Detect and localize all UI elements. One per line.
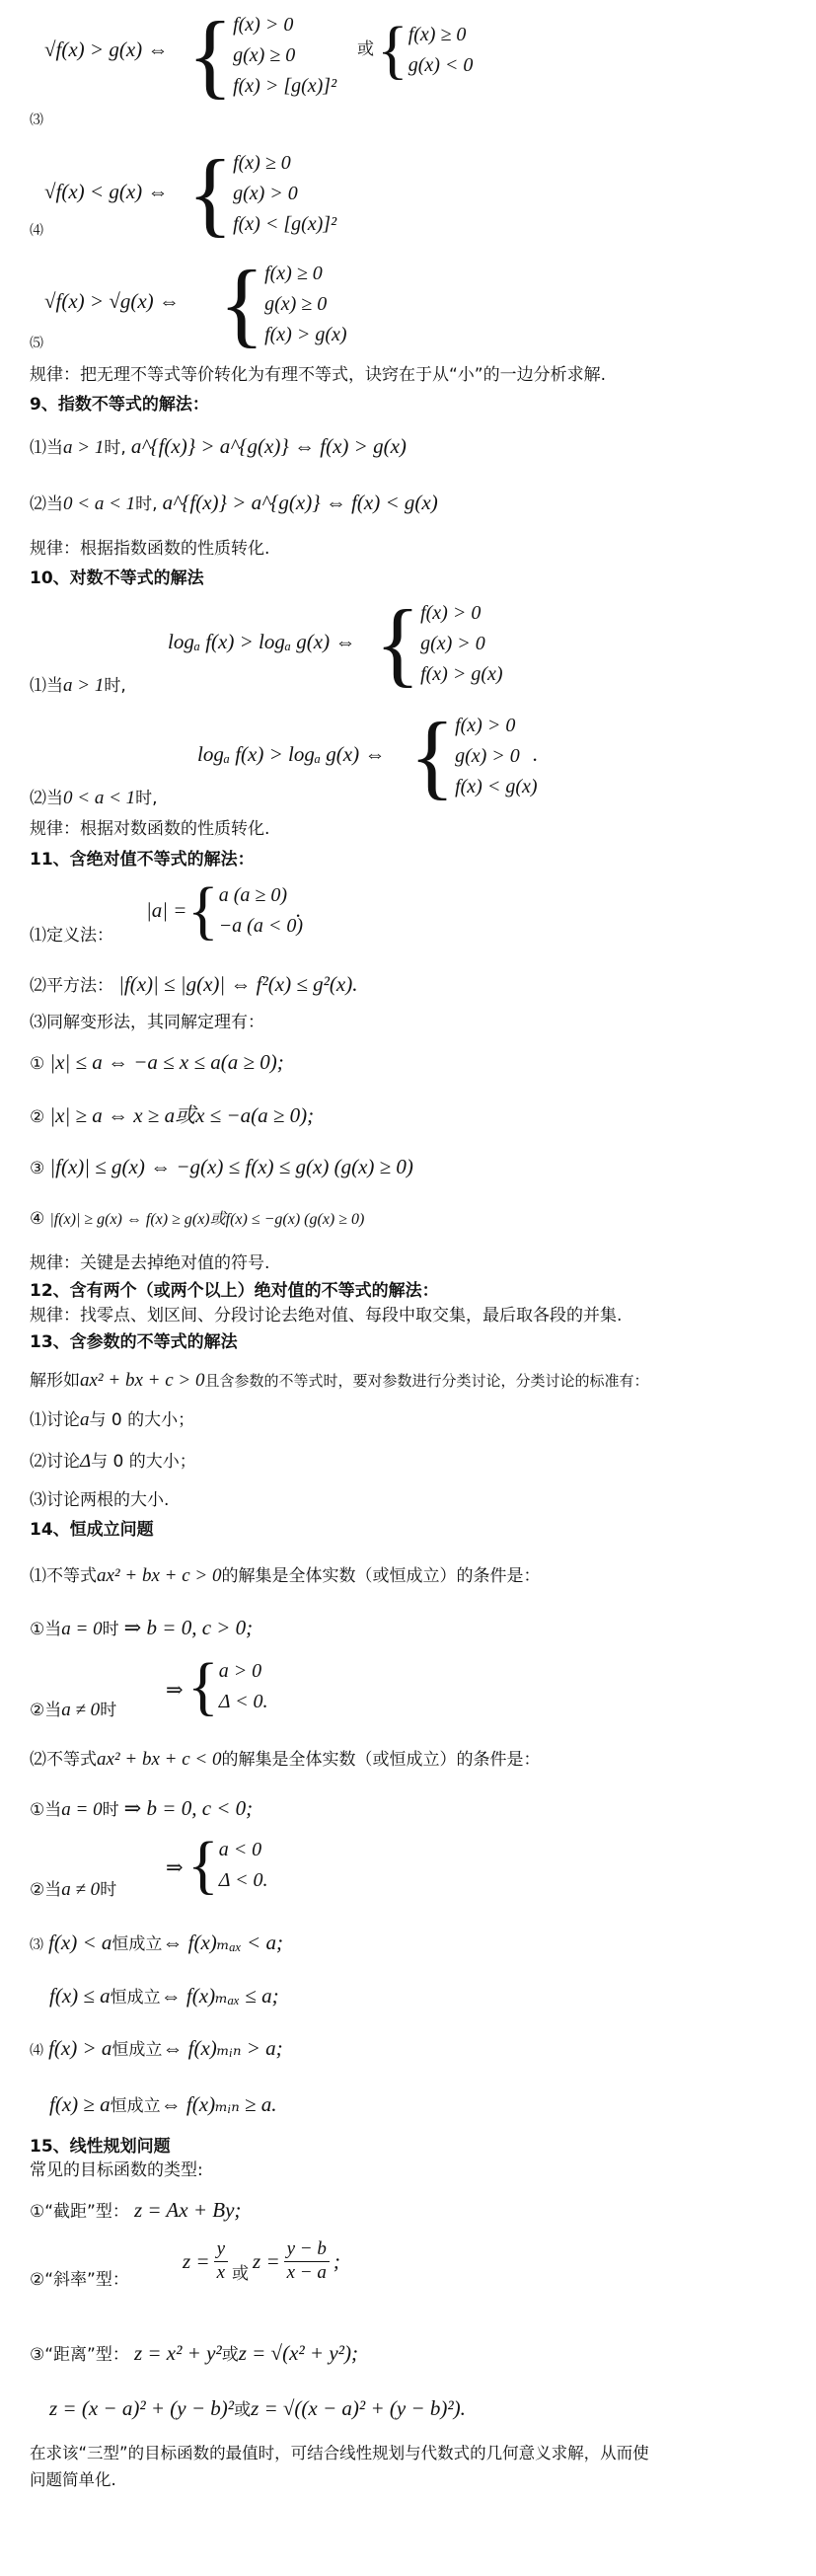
label: 且含参数的不等式时，要对参数进行分类讨论，分类讨论的标准有： <box>204 1372 649 1390</box>
s15-type-3b <box>49 2396 466 2421</box>
case-row: −a (a < 0) <box>218 915 303 937</box>
s14-p2b-cond <box>30 1879 116 1902</box>
case-row: g(x) > 0 <box>420 632 485 654</box>
formula: f(x) ≥ a <box>49 2092 111 2116</box>
condition: a ≠ 0 <box>61 1879 101 1900</box>
s13-discuss-1 <box>30 1409 194 1432</box>
s14-p2b-arrow: ⇒ <box>166 1856 184 1879</box>
item4-case: { f(x) ≥ 0 g(x) > 0 f(x) < [g(x)]² <box>187 140 337 246</box>
label: 的解集是全体实数（或恒成立）的条件是： <box>221 1750 541 1770</box>
numerator: y − b <box>284 2238 330 2262</box>
section-15-title: 15、线性规划问题 <box>30 2137 171 2157</box>
label: ① <box>30 1054 45 1074</box>
label: ⑵当 <box>30 494 63 514</box>
case-row: a < 0 <box>218 1839 262 1860</box>
item5-lhs: √f(x) > √g(x) ⇔ <box>44 289 180 313</box>
label: ③ <box>30 1159 45 1178</box>
s14-p1b-cond <box>30 1700 116 1722</box>
s15-type-2-label: ②“斜率”型： <box>30 2270 129 2290</box>
label: 时 <box>102 1620 119 1639</box>
s10-item2-case: { f(x) > 0 g(x) > 0 f(x) < g(x) <box>409 703 538 808</box>
case-row: f(x) > 0 <box>420 601 482 624</box>
formula: z = √((x − a)² + (y − b)²). <box>251 2396 466 2420</box>
label: 时, <box>135 494 158 514</box>
formula: z = (x − a)² + (y − b)² <box>49 2396 235 2420</box>
case-row: f(x) ≥ 0 <box>233 151 291 174</box>
rule-11: 规律：关键是去掉绝对值的符号. <box>30 1253 270 1273</box>
section-10-title: 10、对数不等式的解法 <box>30 568 204 588</box>
s15-closing-1: 在求该“三型”的目标函数的最值时，可结合线性规划与代数式的几何意义求解，从而使 <box>30 2444 649 2462</box>
label: ①“截距”型： <box>30 2202 129 2222</box>
formula: |f(x)| ≤ |g(x)| ⇔ f²(x) ≤ g²(x). <box>118 972 358 996</box>
rule-9: 规律：根据指数函数的性质转化. <box>30 539 270 559</box>
label: 时, <box>135 789 158 808</box>
theorem-1 <box>30 1050 284 1075</box>
case-row: a > 0 <box>218 1660 262 1682</box>
case-row: f(x) > 0 <box>233 13 294 36</box>
label: ⑵当 <box>30 789 63 808</box>
label: 时 <box>100 1880 117 1900</box>
label: ⑶ <box>30 1937 43 1953</box>
s10-item1-case: { f(x) > 0 g(x) > 0 f(x) > g(x) <box>375 590 503 696</box>
case-row: g(x) ≥ 0 <box>233 43 296 66</box>
formula: ⇒ b = 0, c > 0; <box>123 1616 254 1639</box>
formula: f(x) < a <box>48 1931 112 1954</box>
case-row: f(x) < [g(x)]² <box>233 212 337 235</box>
s15-intro: 常见的目标函数的类型: <box>30 2160 203 2180</box>
formula: ⇔ f(x)ₘₐₓ < a; <box>162 1931 283 1954</box>
formula: ax² + bx + c > 0 <box>97 1565 222 1586</box>
s15-type-1 <box>30 2198 241 2223</box>
theorem-4 <box>30 1209 364 1229</box>
s14-p1 <box>30 1565 540 1588</box>
formula: |x| ≤ a ⇔ −a ≤ x ≤ a(a ≥ 0); <box>49 1050 284 1074</box>
formula: z = x² + y² <box>133 2341 222 2365</box>
item3-case1: { f(x) > 0 g(x) ≥ 0 f(x) > [g(x)]² <box>187 2 337 108</box>
theorem-3 <box>30 1155 413 1179</box>
label: ②当 <box>30 1880 62 1900</box>
formula: a <box>80 1409 90 1430</box>
label: 与 0 的大小； <box>89 1410 195 1430</box>
formula: ax² + bx + c > 0 <box>80 1370 205 1391</box>
condition: a = 0 <box>61 1799 103 1820</box>
label: ⑴不等式 <box>30 1566 97 1586</box>
label: 恒成立 <box>111 2040 163 2060</box>
label: ⑵平方法： <box>30 976 113 996</box>
s14-p3b <box>49 1984 279 2008</box>
label: ①当 <box>30 1620 62 1639</box>
case-row: g(x) > 0 <box>455 744 520 767</box>
s10-item2-cond <box>30 788 158 810</box>
condition: a = 0 <box>61 1619 103 1639</box>
formula: a^{f(x)} > a^{g(x)} ⇔ f(x) > g(x) <box>130 434 407 458</box>
s15-type-3 <box>30 2341 358 2366</box>
label: 与 0 的大小； <box>91 1452 196 1472</box>
rule-12: 规律：找零点、划区间、分段讨论去绝对值、每段中取交集，最后取各段的并集. <box>30 1306 623 1326</box>
formula: ⇒ b = 0, c < 0; <box>123 1796 254 1820</box>
s15-closing-2: 问题简单化. <box>30 2470 116 2489</box>
label: 时 <box>102 1800 119 1820</box>
s10-item1-lhs: logₐ f(x) > logₐ g(x) ⇔ <box>168 630 356 653</box>
formula: z = √(x² + y²); <box>238 2341 358 2365</box>
condition: a > 1 <box>63 675 105 696</box>
s13-intro <box>30 1370 648 1393</box>
item4-lhs: √f(x) < g(x) ⇔ <box>44 180 169 203</box>
s14-p4b <box>49 2092 277 2117</box>
formula: z = Ax + By; <box>133 2198 242 2222</box>
label: 恒成立 <box>111 1934 163 1954</box>
case-row: f(x) ≥ 0 <box>408 24 467 45</box>
abs-def-dot: . <box>296 898 302 922</box>
label: ② <box>30 1107 45 1127</box>
or-word: 或 <box>234 2400 252 2420</box>
label: 的解集是全体实数（或恒成立）的条件是： <box>221 1566 541 1586</box>
formula: |f(x)| ≥ g(x) ⇔ f(x) ≥ g(x)或f(x) ≤ −g(x) (g(x) ≥ 0) <box>49 1211 365 1228</box>
denominator: x <box>216 2261 226 2283</box>
theorem-2 <box>30 1103 314 1128</box>
formula: ⇔ f(x)ₘₐₓ ≤ a; <box>160 1984 279 2008</box>
formula: f(x) ≤ a <box>49 1984 111 2008</box>
case-row: f(x) > [g(x)]² <box>233 74 337 97</box>
label: ②当 <box>30 1701 62 1720</box>
formula: |x| ≥ a ⇔ x ≥ a或x ≤ −a(a ≥ 0); <box>49 1103 315 1127</box>
s10-item2-lhs: logₐ f(x) > logₐ g(x) ⇔ <box>197 742 386 766</box>
rule-10: 规律：根据对数函数的性质转化. <box>30 819 270 839</box>
s13-discuss-3: ⑶讨论两根的大小. <box>30 1490 170 1510</box>
s14-p2 <box>30 1749 540 1772</box>
or-word: 或 <box>221 2345 239 2365</box>
item4-number: ⑷ <box>30 223 43 239</box>
section-13-title: 13、含参数的不等式的解法 <box>30 1332 238 1352</box>
label: 解形如 <box>30 1371 80 1391</box>
label: ⑴当 <box>30 438 63 458</box>
s14-p2a <box>30 1796 253 1822</box>
numerator: y <box>214 2238 228 2262</box>
condition: a > 1 <box>63 437 105 458</box>
s14-p1b-case: { a > 0 Δ < 0. <box>187 1650 268 1722</box>
label: 恒成立 <box>110 1988 161 2008</box>
formula: ⇔ f(x)ₘᵢₙ ≥ a. <box>160 2092 277 2116</box>
label: ⑷ <box>30 2043 43 2059</box>
rule-8: 规律：把无理不等式等价转化为有理不等式，诀窍在于从“小”的一边分析求解. <box>30 365 607 385</box>
item3-lhs: √f(x) > g(x) ⇔ <box>44 38 169 61</box>
s14-p2b-case: { a < 0 Δ < 0. <box>187 1829 268 1901</box>
section-12-title: 12、含有两个（或两个以上）绝对值的不等式的解法： <box>30 1281 439 1301</box>
item3-number: ⑶ <box>30 113 43 128</box>
formula: ; <box>333 2248 340 2273</box>
label: ⑵讨论 <box>30 1452 80 1472</box>
label: ⑴讨论 <box>30 1410 80 1430</box>
condition: 0 < a < 1 <box>63 493 136 514</box>
case-row: f(x) > 0 <box>455 714 516 736</box>
abs-def-case: { a (a ≥ 0) −a (a < 0) <box>187 874 303 947</box>
label: ③“距离”型： <box>30 2345 129 2365</box>
s14-p1b-arrow: ⇒ <box>166 1678 184 1702</box>
denominator: x − a <box>286 2261 327 2283</box>
label: ⑴当 <box>30 676 63 696</box>
label: ①当 <box>30 1800 62 1820</box>
case-row: f(x) < g(x) <box>455 775 538 797</box>
label: 时 <box>100 1701 117 1720</box>
fraction <box>284 2238 330 2285</box>
case-row: g(x) < 0 <box>408 54 474 76</box>
section-14-title: 14、恒成立问题 <box>30 1520 154 1540</box>
s10-item1-cond <box>30 675 126 698</box>
formula: |f(x)| ≤ g(x) ⇔ −g(x) ≤ f(x) ≤ g(x) (g(x) ≥ 0) <box>49 1155 413 1178</box>
or-word: 或 <box>232 2264 250 2285</box>
case-row: f(x) > g(x) <box>264 323 347 345</box>
s15-type-2-formula <box>183 2238 340 2285</box>
s10-dot: . <box>533 742 539 766</box>
case-row: Δ < 0. <box>218 1869 268 1891</box>
s14-p4 <box>30 2036 283 2061</box>
formula: z = <box>253 2248 280 2273</box>
s14-p3 <box>30 1931 283 1955</box>
square-method <box>30 972 357 997</box>
or-word: 或 <box>357 39 374 59</box>
fraction <box>214 2238 228 2285</box>
formula: f(x) > a <box>48 2036 112 2060</box>
label: 时, <box>104 438 126 458</box>
case-row: f(x) > g(x) <box>420 662 503 685</box>
formula: ax² + bx + c < 0 <box>97 1749 222 1770</box>
s9-item1 <box>30 434 407 460</box>
formula: ⇔ f(x)ₘᵢₙ > a; <box>162 2036 283 2060</box>
case-row: g(x) ≥ 0 <box>264 292 328 315</box>
case-row: g(x) > 0 <box>233 182 298 204</box>
formula: a^{f(x)} > a^{g(x)} ⇔ f(x) < g(x) <box>162 491 438 514</box>
formula: Δ <box>80 1451 92 1472</box>
label: 时, <box>104 676 126 696</box>
s14-p1a <box>30 1616 253 1641</box>
section-11-title: 11、含绝对值不等式的解法： <box>30 850 255 870</box>
case-row: Δ < 0. <box>218 1691 268 1712</box>
s9-item2 <box>30 491 438 516</box>
item5-case: { f(x) ≥ 0 g(x) ≥ 0 f(x) > g(x) <box>219 251 347 356</box>
s13-discuss-2 <box>30 1451 196 1474</box>
label: ④ <box>30 1209 45 1229</box>
item3-case2: { f(x) ≥ 0 g(x) < 0 <box>377 14 474 86</box>
section-9-title: 9、指数不等式的解法： <box>30 395 209 415</box>
abs-def-lhs: |a| = <box>146 898 187 922</box>
item5-number: ⑸ <box>30 336 43 351</box>
case-row: a (a ≥ 0) <box>218 884 287 906</box>
formula: z = <box>183 2248 210 2273</box>
def-label: ⑴定义法： <box>30 926 113 946</box>
case-row: f(x) ≥ 0 <box>264 262 323 284</box>
condition: 0 < a < 1 <box>63 788 136 808</box>
label: ⑵不等式 <box>30 1750 97 1770</box>
label: 恒成立 <box>110 2096 161 2116</box>
condition: a ≠ 0 <box>61 1700 101 1720</box>
same-solution-label: ⑶同解变形法，其同解定理有： <box>30 1013 264 1032</box>
